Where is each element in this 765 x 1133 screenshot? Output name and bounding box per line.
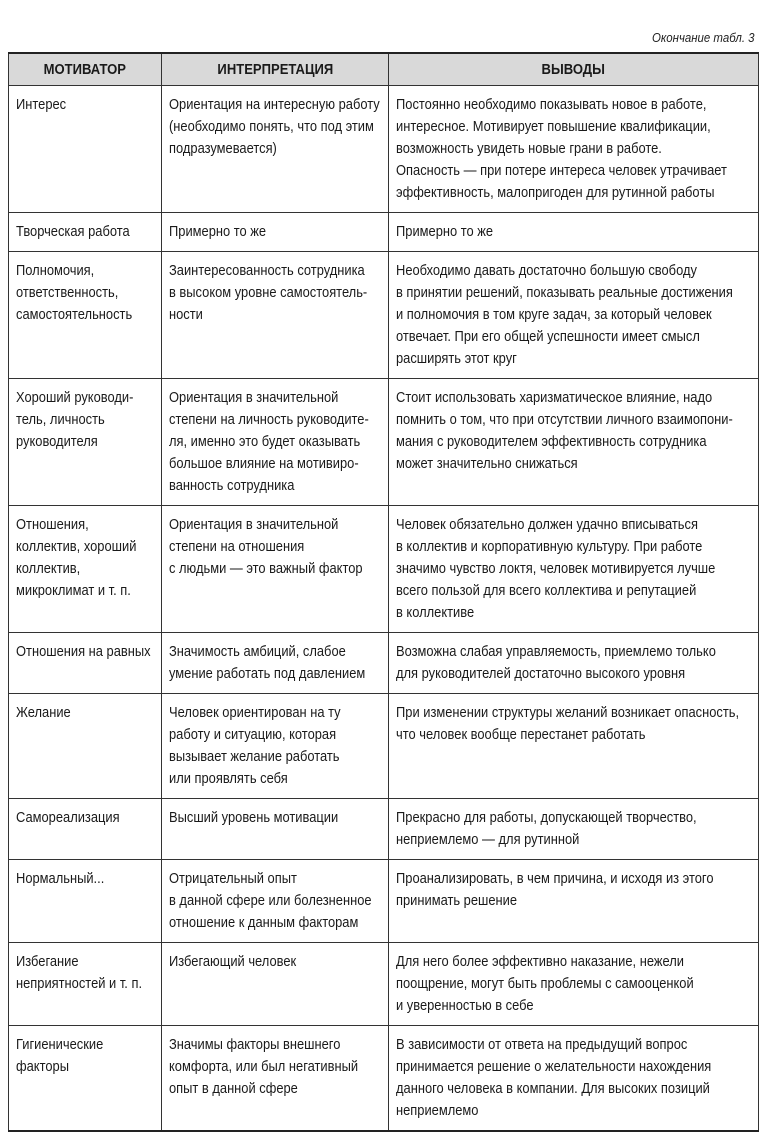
cell-conclusions xyxy=(389,1026,759,1132)
cell-conclusions-text: Проанализировать, в чем причина, и исходя из этого принимать решение xyxy=(396,870,714,909)
table-row xyxy=(9,506,759,633)
cell-motivator-text: Отношения, коллектив, хороший коллектив, микроклимат и т. п. xyxy=(16,516,137,599)
cell-conclusions xyxy=(389,506,759,633)
cell-conclusions xyxy=(389,860,759,943)
cell-conclusions xyxy=(389,943,759,1026)
cell-conclusions-text: Постоянно необходимо показывать новое в работе, интересное. Мотивирует повышение квалификации, возможность увидеть новые грани в работе. Опасность — при потере интереса человек утрачивает эффективность, малопригоден для рутинной работы xyxy=(396,96,727,201)
cell-interpretation xyxy=(162,943,389,1026)
table-row xyxy=(9,252,759,379)
cell-interpretation xyxy=(162,1026,389,1132)
cell-motivator-text: Хороший руководи- тель, личность руководителя xyxy=(16,389,134,450)
cell-interpretation xyxy=(162,252,389,379)
table-body xyxy=(9,86,759,1132)
table-row xyxy=(9,799,759,860)
cell-interpretation-text: Значимы факторы внешнего комфорта, или был негативный опыт в данной сфере xyxy=(169,1036,359,1097)
cell-interpretation xyxy=(162,860,389,943)
cell-interpretation-text: Ориентация в значительной степени на личность руководите- ля, именно это будет оказывать большое влияние на мотивиро- ванность сотрудника xyxy=(169,389,369,494)
cell-interpretation-text: Ориентация в значительной степени на отношения с людьми — это важный фактор xyxy=(169,516,363,577)
cell-motivator-text: Желание xyxy=(16,704,71,721)
cell-conclusions-text: Стоит использовать харизматическое влияние, надо помнить о том, что при отсутствии личного взаимопони- мания с руководителем эффективность сотрудника может значительно снижаться xyxy=(396,389,733,472)
cell-interpretation-text: Примерно то же xyxy=(169,223,267,240)
cell-motivator xyxy=(9,860,162,943)
header-motivator: МОТИВАТОР xyxy=(9,53,162,86)
cell-conclusions-text: Возможна слабая управляемость, приемлемо только для руководителей достаточно высокого уровня xyxy=(396,643,716,682)
cell-motivator xyxy=(9,252,162,379)
cell-motivator-text: Нормальный... xyxy=(16,870,105,887)
table-caption: Окончание табл. 3 xyxy=(652,30,755,45)
table-row xyxy=(9,379,759,506)
cell-conclusions xyxy=(389,213,759,252)
cell-interpretation xyxy=(162,694,389,799)
cell-interpretation xyxy=(162,86,389,213)
cell-motivator xyxy=(9,799,162,860)
cell-interpretation-text: Значимость амбиций, слабое умение работать под давлением xyxy=(169,643,366,682)
cell-interpretation xyxy=(162,379,389,506)
cell-conclusions-text: Для него более эффективно наказание, нежели поощрение, могут быть проблемы с самооценкой и уверенностью в себе xyxy=(396,953,694,1014)
table-row xyxy=(9,633,759,694)
table-row xyxy=(9,694,759,799)
cell-conclusions-text: Человек обязательно должен удачно вписываться в коллектив и корпоративную культуру. При работе значимо чувство локтя, человек мотивируется лучше всего пользой для всего коллектива и репутацией в коллективе xyxy=(396,516,716,621)
cell-interpretation xyxy=(162,799,389,860)
cell-motivator xyxy=(9,1026,162,1132)
table-header-row xyxy=(9,53,759,86)
motivators-table xyxy=(8,52,759,1132)
cell-motivator xyxy=(9,694,162,799)
cell-interpretation-text: Избегающий человек xyxy=(169,953,297,970)
cell-conclusions xyxy=(389,633,759,694)
cell-interpretation xyxy=(162,213,389,252)
cell-conclusions xyxy=(389,379,759,506)
cell-motivator xyxy=(9,86,162,213)
cell-interpretation xyxy=(162,506,389,633)
cell-conclusions xyxy=(389,694,759,799)
cell-motivator xyxy=(9,943,162,1026)
cell-interpretation-text: Высший уровень мотивации xyxy=(169,809,339,826)
cell-motivator-text: Гигиенические факторы xyxy=(16,1036,104,1075)
table-row xyxy=(9,860,759,943)
cell-interpretation-text: Отрицательный опыт в данной сфере или болезненное отношение к данным факторам xyxy=(169,870,372,931)
table-row xyxy=(9,1026,759,1132)
cell-motivator-text: Самореализация xyxy=(16,809,120,826)
cell-motivator xyxy=(9,379,162,506)
cell-conclusions-text: Примерно то же xyxy=(396,223,494,240)
table-row xyxy=(9,86,759,213)
cell-conclusions xyxy=(389,86,759,213)
cell-motivator xyxy=(9,506,162,633)
cell-conclusions-text: В зависимости от ответа на предыдущий вопрос принимается решение о желательности нахождения данного человека в компании. Для высоких позиций неприемлемо xyxy=(396,1036,712,1119)
cell-conclusions-text: Необходимо давать достаточно большую свободу в принятии решений, показывать реальные достижения и полномочия в том круге задач, за который человек отвечает. При его общей успешности имеет смысл расширять этот круг xyxy=(396,262,733,367)
header-conclusions: ВЫВОДЫ xyxy=(389,53,759,86)
cell-conclusions xyxy=(389,252,759,379)
table-row xyxy=(9,213,759,252)
cell-interpretation-text: Ориентация на интересную работу (необходимо понять, что под этим подразумевается) xyxy=(169,96,380,157)
cell-conclusions-text: Прекрасно для работы, допускающей творчество, неприемлемо — для рутинной xyxy=(396,809,697,848)
cell-conclusions xyxy=(389,799,759,860)
cell-interpretation xyxy=(162,633,389,694)
cell-motivator-text: Полномочия, ответственность, самостоятельность xyxy=(16,262,133,323)
cell-motivator-text: Избегание неприятностей и т. п. xyxy=(16,953,143,992)
cell-motivator-text: Интерес xyxy=(16,96,67,113)
table-row xyxy=(9,943,759,1026)
cell-conclusions-text: При изменении структуры желаний возникает опасность, что человек вообще перестанет работать xyxy=(396,704,740,743)
cell-motivator-text: Отношения на равных xyxy=(16,643,151,660)
cell-interpretation-text: Человек ориентирован на ту работу и ситуацию, которая вызывает желание работать или проявлять себя xyxy=(169,704,341,787)
cell-motivator xyxy=(9,633,162,694)
cell-motivator xyxy=(9,213,162,252)
cell-motivator-text: Творческая работа xyxy=(16,223,130,240)
cell-interpretation-text: Заинтересованность сотрудника в высоком уровне самостоятель- ности xyxy=(169,262,368,323)
header-interpretation: ИНТЕРПРЕТАЦИЯ xyxy=(162,53,389,86)
